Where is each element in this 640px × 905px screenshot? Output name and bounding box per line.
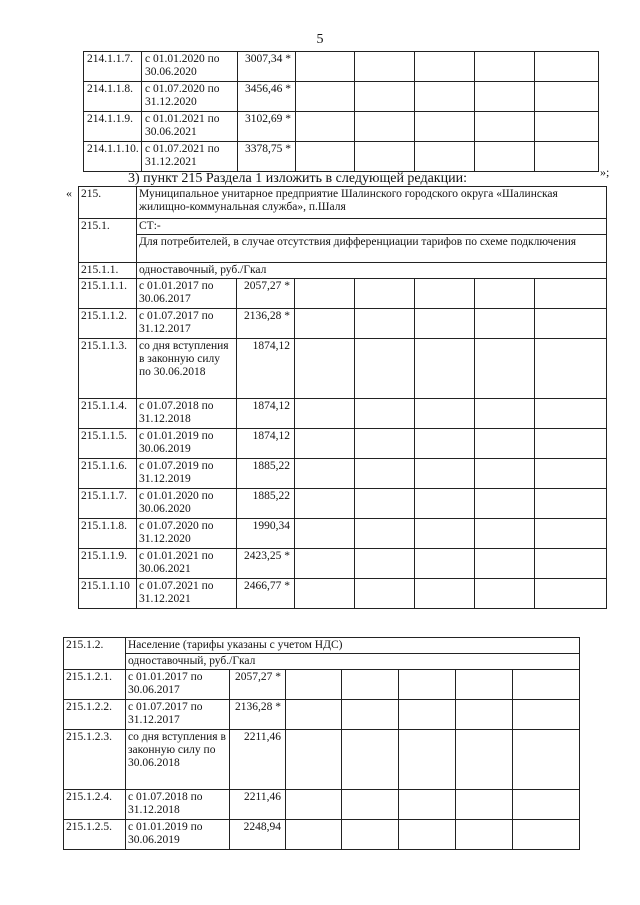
row-period: с 01.07.2018 по 31.12.2018 bbox=[126, 789, 230, 819]
empty-cell bbox=[295, 278, 355, 308]
empty-cell bbox=[399, 819, 456, 849]
closing-quote: »; bbox=[600, 165, 610, 179]
row-period: с 01.01.2017 по 30.06.2017 bbox=[137, 278, 237, 308]
row-value: 1885,22 bbox=[237, 458, 295, 488]
row-period: со дня вступления в законную силу по 30.06.2018 bbox=[137, 338, 237, 398]
empty-cell bbox=[475, 82, 535, 112]
row-code: 214.1.1.10. bbox=[84, 142, 142, 172]
empty-cell bbox=[355, 278, 415, 308]
empty-cell bbox=[475, 308, 535, 338]
row-code: 215.1.1.2. bbox=[79, 308, 137, 338]
row-period: с 01.07.2021 по 31.12.2021 bbox=[137, 578, 237, 608]
table-row bbox=[79, 578, 607, 608]
row-period: с 01.07.2021 по 31.12.2021 bbox=[142, 142, 238, 172]
empty-cell bbox=[415, 488, 475, 518]
empty-cell bbox=[535, 398, 607, 428]
row-period: с 01.07.2020 по 31.12.2020 bbox=[142, 82, 238, 112]
table-row bbox=[84, 112, 599, 142]
empty-cell bbox=[415, 428, 475, 458]
empty-cell bbox=[355, 518, 415, 548]
row-code: 215.1.1.7. bbox=[79, 488, 137, 518]
empty-cell bbox=[286, 729, 342, 789]
tariff-table-215 bbox=[78, 186, 607, 609]
empty-cell bbox=[286, 789, 342, 819]
org-name: Муниципальное унитарное предприятие Шалинского городского округа «Шалинская жилищно-коммунальная служба», п.Шаля bbox=[137, 187, 607, 219]
empty-cell bbox=[475, 518, 535, 548]
row-value: 1885,22 bbox=[237, 488, 295, 518]
empty-cell bbox=[513, 669, 580, 699]
empty-cell bbox=[456, 729, 513, 789]
empty-cell bbox=[295, 398, 355, 428]
row-code: 215.1.1.4. bbox=[79, 398, 137, 428]
section-row bbox=[79, 219, 607, 235]
empty-cell bbox=[355, 578, 415, 608]
empty-cell bbox=[535, 112, 599, 142]
row-period: с 01.01.2021 по 30.06.2021 bbox=[137, 548, 237, 578]
empty-cell bbox=[355, 338, 415, 398]
row-period: со дня вступления в законную силу по 30.06.2018 bbox=[126, 729, 230, 789]
section-label: СТ:- bbox=[137, 219, 607, 235]
empty-cell bbox=[355, 112, 415, 142]
empty-cell bbox=[415, 398, 475, 428]
row-value: 3378,75 * bbox=[238, 142, 296, 172]
empty-cell bbox=[355, 142, 415, 172]
table-row bbox=[64, 789, 580, 819]
row-period: с 01.01.2020 по 30.06.2020 bbox=[142, 52, 238, 82]
empty-cell bbox=[535, 578, 607, 608]
empty-cell bbox=[295, 428, 355, 458]
tariff-table-215-population bbox=[63, 637, 580, 850]
section-code: 215.1. bbox=[79, 219, 137, 263]
row-period: с 01.01.2020 по 30.06.2020 bbox=[137, 488, 237, 518]
row-period: с 01.07.2017 по 31.12.2017 bbox=[137, 308, 237, 338]
empty-cell bbox=[415, 548, 475, 578]
row-code: 215.1.1.10 bbox=[79, 578, 137, 608]
empty-cell bbox=[295, 308, 355, 338]
empty-cell bbox=[295, 338, 355, 398]
empty-cell bbox=[295, 548, 355, 578]
row-value: 2136,28 * bbox=[230, 699, 286, 729]
row-value: 2423,25 * bbox=[237, 548, 295, 578]
org-code: 215. bbox=[79, 187, 137, 219]
empty-cell bbox=[342, 729, 399, 789]
empty-cell bbox=[535, 338, 607, 398]
table-row bbox=[79, 398, 607, 428]
row-value: 3102,69 * bbox=[238, 112, 296, 142]
empty-cell bbox=[355, 52, 415, 82]
empty-cell bbox=[296, 112, 355, 142]
table-row bbox=[79, 488, 607, 518]
empty-cell bbox=[456, 789, 513, 819]
row-code: 215.1.2.3. bbox=[64, 729, 126, 789]
empty-cell bbox=[475, 578, 535, 608]
row-code: 215.1.2.5. bbox=[64, 819, 126, 849]
table-row bbox=[79, 458, 607, 488]
empty-cell bbox=[415, 338, 475, 398]
empty-cell bbox=[456, 669, 513, 699]
empty-cell bbox=[342, 819, 399, 849]
empty-cell bbox=[355, 308, 415, 338]
empty-cell bbox=[535, 548, 607, 578]
empty-cell bbox=[296, 52, 355, 82]
opening-quote: « bbox=[66, 186, 72, 200]
empty-cell bbox=[475, 278, 535, 308]
row-value: 1874,12 bbox=[237, 338, 295, 398]
row-period: с 01.01.2019 по 30.06.2019 bbox=[137, 428, 237, 458]
empty-cell bbox=[355, 398, 415, 428]
empty-cell bbox=[415, 278, 475, 308]
section-sub-row bbox=[64, 654, 580, 670]
empty-cell bbox=[286, 669, 342, 699]
table-row bbox=[64, 699, 580, 729]
row-value: 3456,46 * bbox=[238, 82, 296, 112]
table-row bbox=[79, 338, 607, 398]
empty-cell bbox=[415, 458, 475, 488]
table-row bbox=[84, 82, 599, 112]
row-value: 3007,34 * bbox=[238, 52, 296, 82]
row-value: 2248,94 bbox=[230, 819, 286, 849]
table-row bbox=[79, 428, 607, 458]
empty-cell bbox=[399, 699, 456, 729]
empty-cell bbox=[475, 428, 535, 458]
empty-cell bbox=[342, 669, 399, 699]
row-code: 215.1.2.1. bbox=[64, 669, 126, 699]
org-row bbox=[79, 187, 607, 219]
empty-cell bbox=[456, 699, 513, 729]
empty-cell bbox=[355, 82, 415, 112]
empty-cell bbox=[535, 308, 607, 338]
row-code: 215.1.1.6. bbox=[79, 458, 137, 488]
table-row bbox=[79, 548, 607, 578]
empty-cell bbox=[399, 669, 456, 699]
empty-cell bbox=[475, 488, 535, 518]
empty-cell bbox=[415, 52, 475, 82]
empty-cell bbox=[475, 338, 535, 398]
empty-cell bbox=[475, 112, 535, 142]
table-row bbox=[79, 518, 607, 548]
row-code: 215.1.2.2. bbox=[64, 699, 126, 729]
top-tariff-table bbox=[83, 51, 599, 172]
table-row bbox=[64, 669, 580, 699]
empty-cell bbox=[535, 458, 607, 488]
table-row bbox=[64, 729, 580, 789]
row-value: 1874,12 bbox=[237, 398, 295, 428]
empty-cell bbox=[535, 278, 607, 308]
empty-cell bbox=[295, 518, 355, 548]
section-row bbox=[64, 638, 580, 654]
empty-cell bbox=[296, 142, 355, 172]
row-value: 1874,12 bbox=[237, 428, 295, 458]
empty-cell bbox=[415, 308, 475, 338]
empty-cell bbox=[342, 699, 399, 729]
row-period: с 01.07.2019 по 31.12.2019 bbox=[137, 458, 237, 488]
table-row bbox=[84, 142, 599, 172]
empty-cell bbox=[415, 112, 475, 142]
row-code: 215.1.1.5. bbox=[79, 428, 137, 458]
section-desc-row bbox=[79, 235, 607, 263]
empty-cell bbox=[475, 548, 535, 578]
empty-cell bbox=[535, 52, 599, 82]
empty-cell bbox=[415, 142, 475, 172]
row-period: с 01.01.2017 по 30.06.2017 bbox=[126, 669, 230, 699]
row-code: 215.1.1.3. bbox=[79, 338, 137, 398]
table-row bbox=[79, 308, 607, 338]
section-desc: Для потребителей, в случае отсутствия дифференциации тарифов по схеме подключения bbox=[137, 235, 607, 263]
empty-cell bbox=[295, 488, 355, 518]
section-code: 215.1.1. bbox=[79, 263, 137, 279]
row-value: 2057,27 * bbox=[230, 669, 286, 699]
empty-cell bbox=[475, 142, 535, 172]
row-value: 2211,46 bbox=[230, 789, 286, 819]
row-code: 215.1.1.8. bbox=[79, 518, 137, 548]
empty-cell bbox=[342, 789, 399, 819]
empty-cell bbox=[475, 52, 535, 82]
row-value: 2057,27 * bbox=[237, 278, 295, 308]
row-code: 214.1.1.8. bbox=[84, 82, 142, 112]
empty-cell bbox=[415, 578, 475, 608]
empty-cell bbox=[355, 458, 415, 488]
empty-cell bbox=[355, 428, 415, 458]
row-code: 214.1.1.7. bbox=[84, 52, 142, 82]
empty-cell bbox=[535, 518, 607, 548]
empty-cell bbox=[355, 548, 415, 578]
row-period: с 01.07.2020 по 31.12.2020 bbox=[137, 518, 237, 548]
amendment-paragraph: 3) пункт 215 Раздела 1 изложить в следующей редакции: bbox=[128, 171, 467, 186]
table-row bbox=[64, 819, 580, 849]
section-row bbox=[79, 263, 607, 279]
empty-cell bbox=[295, 458, 355, 488]
section-label: одноставочный, руб./Гкал bbox=[137, 263, 607, 279]
page-number: 5 bbox=[316, 32, 324, 47]
empty-cell bbox=[355, 488, 415, 518]
empty-cell bbox=[475, 398, 535, 428]
table-row bbox=[84, 52, 599, 82]
row-value: 2211,46 bbox=[230, 729, 286, 789]
empty-cell bbox=[415, 518, 475, 548]
empty-cell bbox=[535, 142, 599, 172]
empty-cell bbox=[456, 819, 513, 849]
row-code: 215.1.1.9. bbox=[79, 548, 137, 578]
row-code: 215.1.2.4. bbox=[64, 789, 126, 819]
row-period: с 01.01.2021 по 30.06.2021 bbox=[142, 112, 238, 142]
row-value: 1990,34 bbox=[237, 518, 295, 548]
empty-cell bbox=[399, 729, 456, 789]
table-row bbox=[79, 278, 607, 308]
empty-cell bbox=[295, 578, 355, 608]
row-period: с 01.07.2018 по 31.12.2018 bbox=[137, 398, 237, 428]
empty-cell bbox=[535, 428, 607, 458]
empty-cell bbox=[399, 789, 456, 819]
empty-cell bbox=[296, 82, 355, 112]
row-code: 215.1.1.1. bbox=[79, 278, 137, 308]
empty-cell bbox=[286, 819, 342, 849]
empty-cell bbox=[535, 82, 599, 112]
row-code: 214.1.1.9. bbox=[84, 112, 142, 142]
empty-cell bbox=[415, 82, 475, 112]
empty-cell bbox=[513, 819, 580, 849]
row-period: с 01.01.2019 по 30.06.2019 bbox=[126, 819, 230, 849]
empty-cell bbox=[513, 789, 580, 819]
empty-cell bbox=[286, 699, 342, 729]
empty-cell bbox=[513, 699, 580, 729]
row-period: с 01.07.2017 по 31.12.2017 bbox=[126, 699, 230, 729]
empty-cell bbox=[513, 729, 580, 789]
section-label: Население (тарифы указаны с учетом НДС) bbox=[126, 638, 580, 654]
row-value: 2136,28 * bbox=[237, 308, 295, 338]
empty-cell bbox=[535, 488, 607, 518]
empty-cell bbox=[475, 458, 535, 488]
section-code: 215.1.2. bbox=[64, 638, 126, 670]
section-sub: одноставочный, руб./Гкал bbox=[126, 654, 580, 670]
row-value: 2466,77 * bbox=[237, 578, 295, 608]
